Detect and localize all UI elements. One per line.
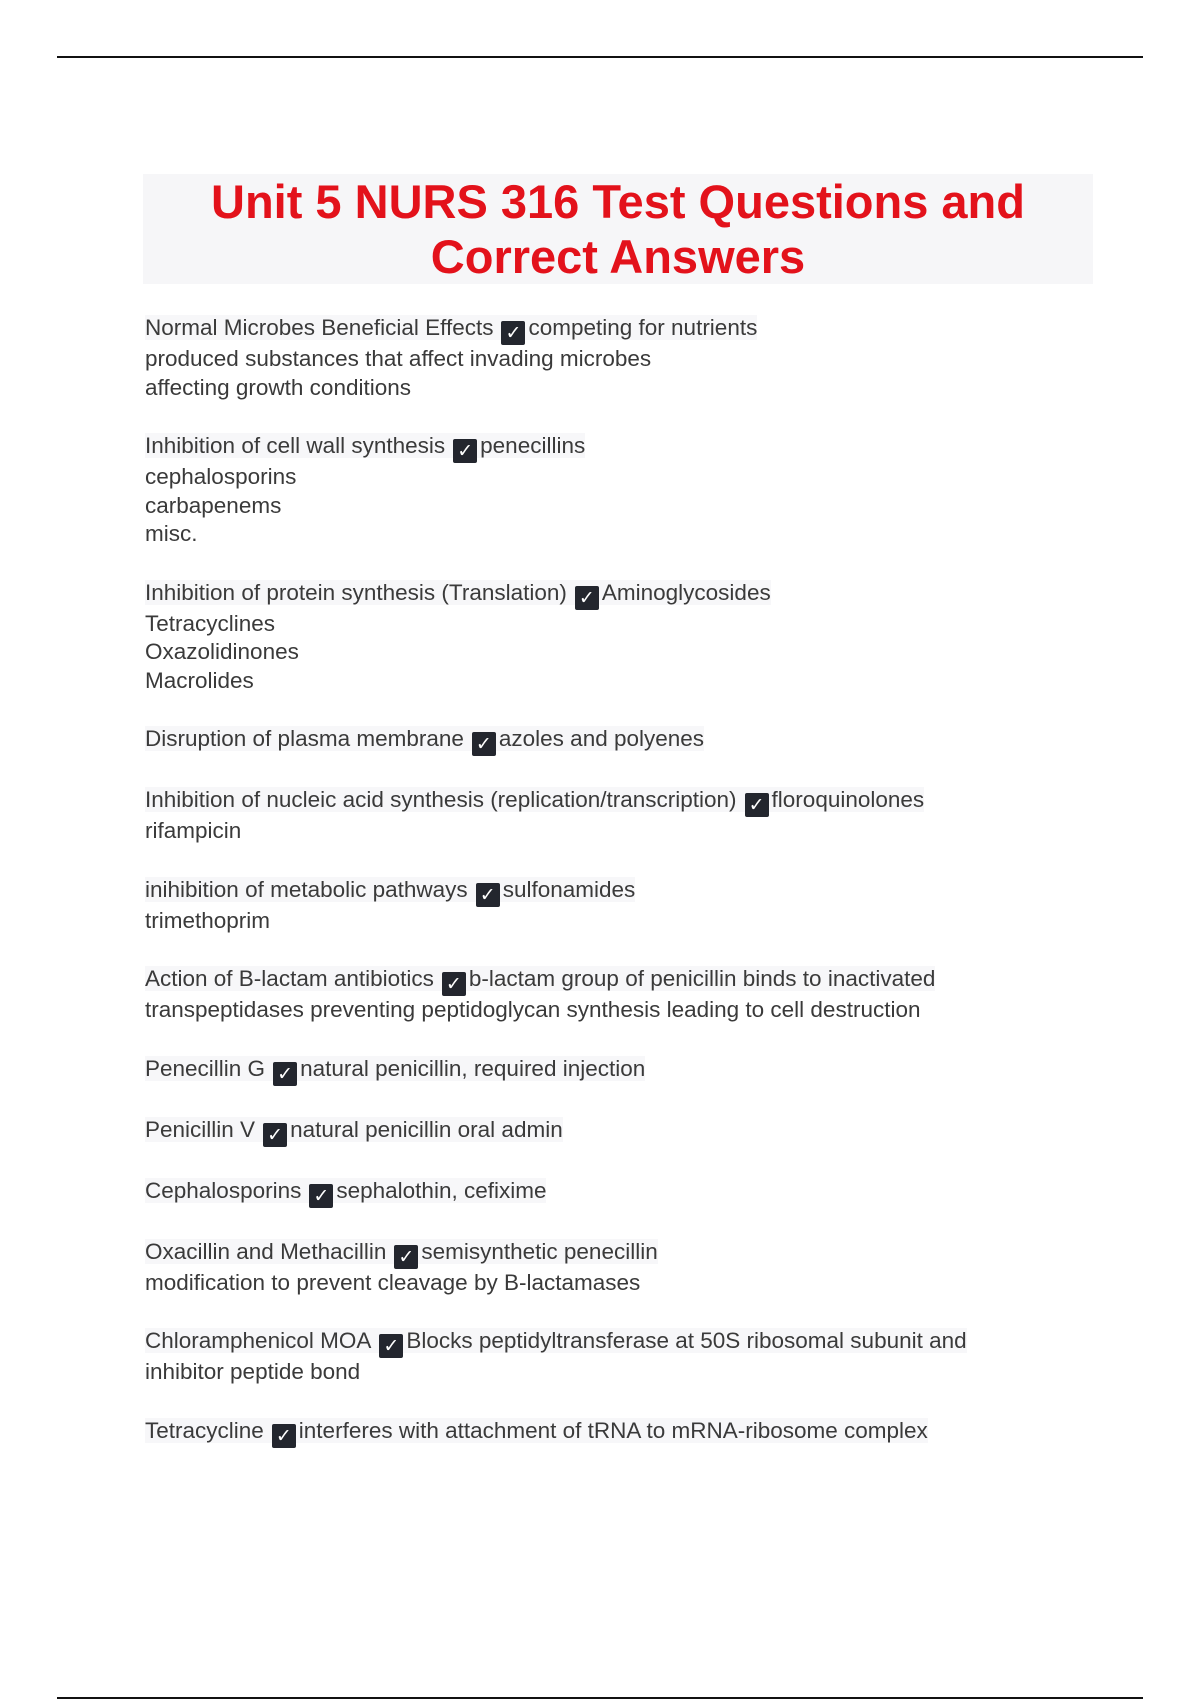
qa-answer-line: misc.: [145, 521, 198, 546]
qa-highlight: [145, 1178, 546, 1203]
qa-answer-line: transpeptidases preventing peptidoglycan synthesis leading to cell destruction: [145, 997, 921, 1022]
qa-answer-line: Tetracyclines: [145, 610, 276, 636]
check-box-icon: [379, 1334, 403, 1358]
qa-highlight: [145, 580, 771, 605]
qa-answer-line: carbapenems: [145, 492, 282, 518]
check-box-icon: [453, 439, 477, 463]
qa-first-line: [145, 579, 1065, 610]
qa-item: [145, 1417, 1065, 1448]
qa-first-line: [145, 314, 1065, 345]
qa-term: Tetracycline: [145, 1417, 264, 1443]
qa-item: [145, 786, 1065, 846]
qa-highlight: [145, 1056, 645, 1081]
check-box-icon: [575, 586, 599, 610]
qa-highlight: [145, 433, 585, 458]
qa-list: [145, 314, 1065, 1478]
qa-item: [145, 876, 1065, 936]
check-box-icon: [272, 1424, 296, 1448]
qa-answer-line: Macrolides: [145, 667, 254, 693]
top-rule: [57, 56, 1143, 58]
title-line-1: Unit 5 NURS 316 Test Questions and: [211, 175, 1025, 228]
qa-highlight: [145, 787, 924, 812]
qa-answer-line: Aminoglycosides: [601, 579, 771, 605]
check-box-icon: [309, 1184, 333, 1208]
qa-answer-line: interferes with attachment of tRNA to mRNA-ribosome complex: [298, 1417, 928, 1443]
check-box-icon: [745, 793, 769, 817]
qa-first-line: [145, 432, 1065, 463]
qa-answer-line: b-lactam group of penicillin binds to inactivated: [468, 966, 936, 991]
qa-highlight: [145, 1117, 563, 1142]
qa-answer-line: produced substances that affect invading microbes: [145, 346, 652, 371]
qa-highlight: [145, 315, 757, 340]
qa-term: Inhibition of protein synthesis (Translation): [145, 579, 567, 605]
qa-first-line: [145, 725, 1065, 756]
qa-answer-line: rifampicin: [145, 818, 242, 843]
title-banner: [143, 174, 1093, 284]
qa-answer-line: sephalothin, cefixime: [336, 1177, 547, 1203]
qa-highlight: [145, 726, 704, 751]
qa-item: [145, 432, 1065, 549]
qa-highlight: [145, 1418, 928, 1443]
qa-answer-line: penecillins: [480, 433, 586, 458]
qa-first-line: [145, 1417, 1065, 1448]
qa-term: Action of B-lactam antibiotics: [145, 966, 434, 991]
qa-first-line: [145, 786, 1065, 817]
qa-item: [145, 1238, 1065, 1298]
qa-answer-line: semisynthetic penecillin: [421, 1238, 658, 1264]
qa-highlight: [145, 877, 635, 902]
check-box-icon: [501, 321, 525, 345]
qa-term: Inhibition of nucleic acid synthesis (replication/transcription): [145, 787, 737, 812]
qa-answer-line: azoles and polyenes: [498, 726, 705, 751]
qa-term: Penecillin G: [145, 1055, 266, 1081]
qa-highlight: [145, 1239, 658, 1264]
qa-term: Disruption of plasma membrane: [145, 726, 464, 751]
qa-item: [145, 725, 1065, 756]
qa-answer-line: trimethoprim: [145, 907, 271, 933]
qa-first-line: [145, 1116, 1065, 1147]
qa-answer-line: sulfonamides: [502, 876, 636, 902]
qa-term: Cephalosporins: [145, 1177, 302, 1203]
qa-answer-line: modification to prevent cleavage by B-lactamases: [145, 1269, 641, 1295]
qa-item: [145, 579, 1065, 696]
qa-answer-line: cephalosporins: [145, 464, 297, 489]
qa-item: [145, 1327, 1065, 1387]
qa-answer-line: competing for nutrients: [528, 315, 758, 340]
qa-item: [145, 1177, 1065, 1208]
qa-first-line: [145, 1238, 1065, 1269]
qa-term: inihibition of metabolic pathways: [145, 876, 468, 902]
qa-item: [145, 965, 1065, 1025]
check-box-icon: [472, 732, 496, 756]
check-box-icon: [273, 1062, 297, 1086]
qa-term: Normal Microbes Beneficial Effects: [145, 315, 494, 340]
qa-highlight: [145, 1328, 967, 1353]
qa-first-line: [145, 876, 1065, 907]
qa-item: [145, 1055, 1065, 1086]
check-box-icon: [394, 1245, 418, 1269]
check-box-icon: [476, 883, 500, 907]
qa-highlight: [145, 966, 935, 991]
qa-term: Oxacillin and Methacillin: [145, 1238, 387, 1264]
page-title: [211, 174, 1025, 284]
qa-answer-line: affecting growth conditions: [145, 374, 412, 400]
qa-item: [145, 1116, 1065, 1147]
bottom-rule: [57, 1697, 1143, 1699]
qa-first-line: [145, 1327, 1065, 1358]
qa-first-line: [145, 1055, 1065, 1086]
check-box-icon: [263, 1123, 287, 1147]
title-line-2: Correct Answers: [430, 230, 806, 283]
check-box-icon: [442, 972, 466, 996]
qa-term: Penicillin V: [145, 1116, 256, 1142]
qa-answer-line: floroquinolones: [771, 787, 925, 812]
qa-term: Inhibition of cell wall synthesis: [145, 433, 446, 458]
qa-answer-line: Oxazolidinones: [145, 639, 299, 664]
qa-answer-line: natural penicillin oral admin: [290, 1116, 563, 1142]
qa-term: Chloramphenicol MOA: [145, 1328, 372, 1353]
qa-first-line: [145, 965, 1065, 996]
qa-first-line: [145, 1177, 1065, 1208]
qa-answer-line: inhibitor peptide bond: [145, 1359, 361, 1384]
qa-answer-line: natural penicillin, required injection: [300, 1055, 646, 1081]
qa-answer-line: Blocks peptidyltransferase at 50S ribosomal subunit and: [406, 1328, 967, 1353]
qa-item: [145, 314, 1065, 402]
